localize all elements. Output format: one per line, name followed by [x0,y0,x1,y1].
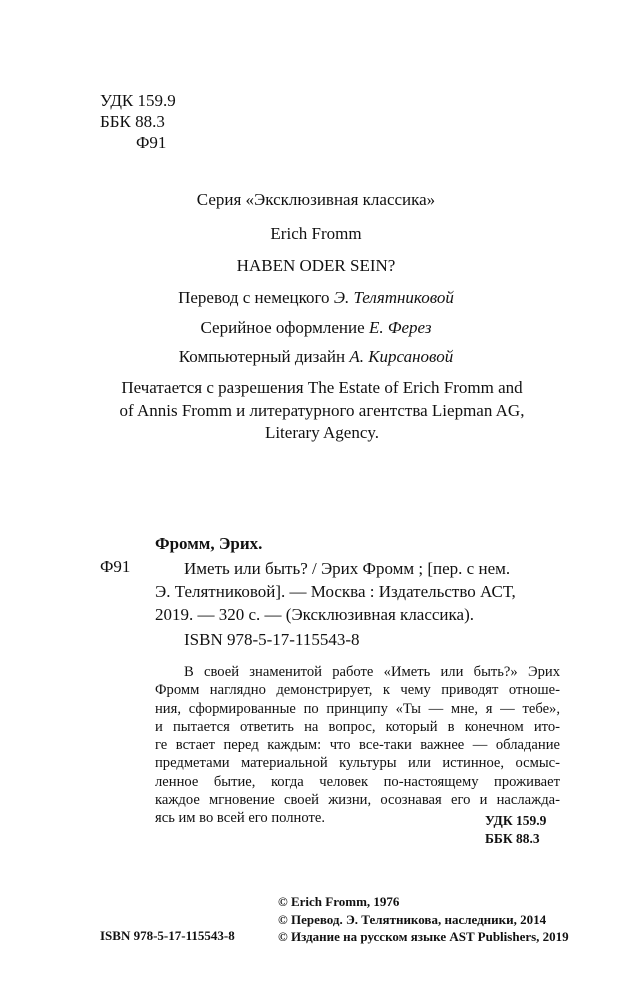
bbk-code: ББК 88.3 [100,112,165,131]
designer-name: Е. Ферез [368,318,432,337]
udk-code: УДК 159.9 [100,91,176,110]
classification-codes [100,90,176,153]
permission-notice [60,377,584,445]
catalog-udk: УДК 159.9 [485,813,547,828]
catalog-classification [485,812,546,848]
catalog-code: Ф91 [100,557,131,576]
original-title: HABEN ODER SEIN? [236,256,396,275]
annotation-line: и пытается ответить на вопрос, который в конечном ито- [155,718,560,735]
permission-line: Печатается с разрешения The Estate of Erich Fromm and [121,378,523,397]
translation-label: Перевод с немецкого [178,288,330,307]
copyright-line: © Erich Fromm, 1976 [278,894,400,909]
catalog-entry-line: Иметь или быть? / Эрих Фромм ; [пер. с нем. [184,559,511,578]
annotation [155,663,560,828]
catalog-bbk: ББК 88.3 [485,831,540,846]
author-mark: Ф91 [136,133,167,152]
permission-line: of Annis Fromm и литературного агентства Liepman AG, [119,400,525,420]
translator-name: Э. Телятниковой [333,288,454,307]
layout-designer-name: А. Кирсановой [349,347,454,366]
design-credit [60,318,572,338]
series-line: Серия «Эксклюзивная классика» [196,190,436,209]
catalog-isbn: ISBN 978-5-17-115543-8 [184,630,360,649]
catalog-entry [155,557,560,626]
copyright-block [278,893,569,946]
annotation-line: ге встает перед каждым: что все-таки важнее — обладание [155,737,560,754]
layout-label: Компьютерный дизайн [178,347,346,366]
translation-credit [60,288,572,308]
design-label: Серийное оформление [200,318,365,337]
annotation-line: каждое мгновение своей жизни, осознавая его и наслажда- [155,792,560,809]
annotation-line: ния, сформированные по принципу «Ты — мне, я — тебе», [155,700,560,717]
catalog-author: Фромм, Эрих. [155,534,263,553]
annotation-line: Фромм наглядно демонстрирует, к чему приводят отноше- [155,682,560,699]
permission-line: Literary Agency. [264,423,380,442]
layout-credit [60,347,572,367]
annotation-line: предметами материальной культуры или истинное, осмыс- [155,755,560,772]
annotation-line: ясь им во всей его полноте. [155,810,325,827]
annotation-line: ленное бытие, когда человек по-настоящему проживает [155,773,560,790]
catalog-entry-line: Э. Телятниковой]. — Москва : Издательство АСТ, [155,582,516,601]
footer-isbn: ISBN 978-5-17-115543-8 [100,928,235,943]
catalog-entry-line: 2019. — 320 с. — (Эксклюзивная классика). [155,605,474,624]
copyright-line: © Издание на русском языке AST Publishers, 2019 [278,929,569,944]
annotation-line: В своей знаменитой работе «Иметь или быть?» Эрих [184,664,560,680]
original-author: Erich Fromm [270,224,362,243]
copyright-line: © Перевод. Э. Телятникова, наследники, 2014 [278,911,547,927]
